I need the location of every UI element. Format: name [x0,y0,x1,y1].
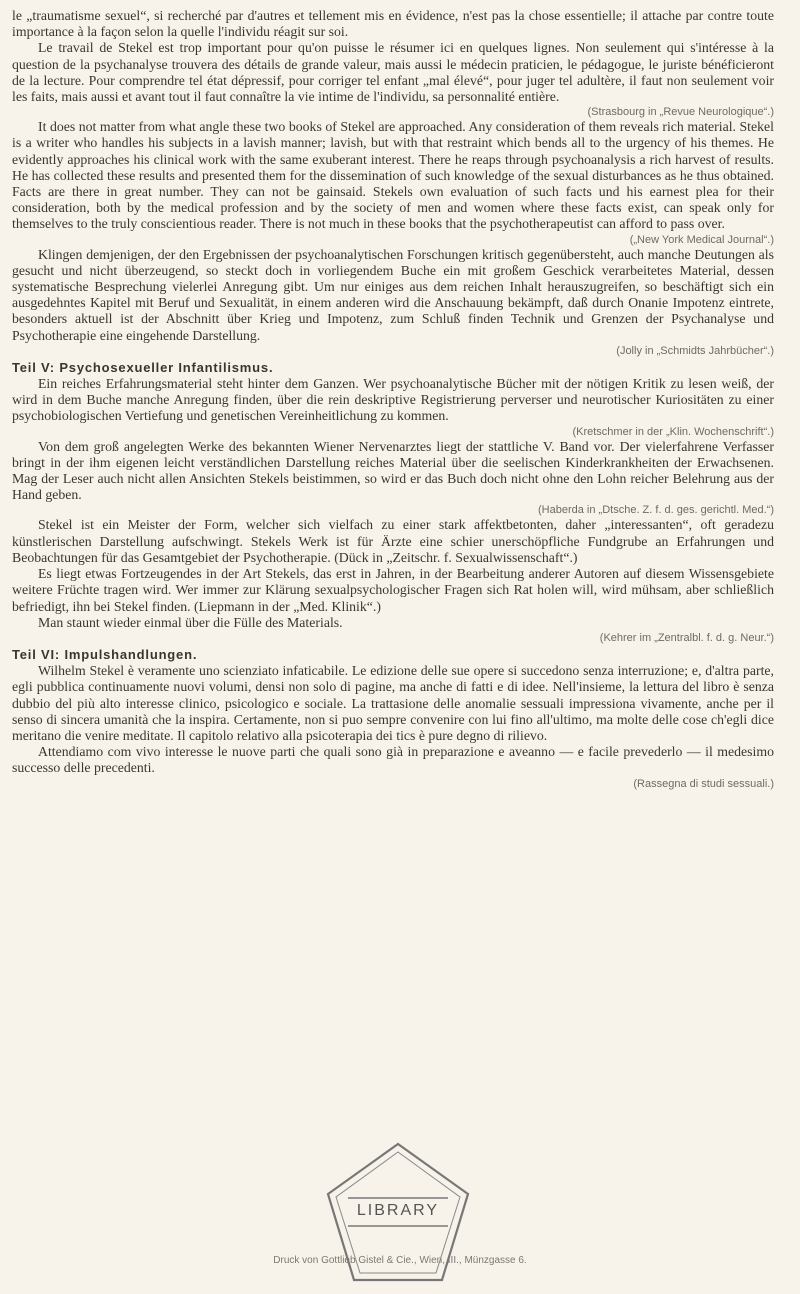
review-source: („New York Medical Journal“.) [629,233,774,246]
review-paragraph: Le travail de Stekel est trop important pour qu'on puisse le résumer ici en quelques lignes. Non seulement qui s'intéresse à la question de la psychanalyse trouvera des détails de grande valeur, mais aussi le médecin praticien, le pédagogue, le juriste bénéficieront de la lecture. Pour comprendre tel état dépressif, pour corriger tel enfant „mal élevé“, pour juger tel adultère, il faut non seulement voir les faits, mais aussi et avant tout il faut connaître la vie intime de l'individu, sa personnalité entière. [12,40,774,105]
review-paragraph: Ein reiches Erfahrungsmaterial steht hinter dem Ganzen. Wer psychoanalytische Bücher mit der nötigen Kritik zu lesen weiß, der wird in dem Buche manche Anregung finden, über die rein deskriptive Registrierung perverser und neurotischer Kuriositäten zu einer psychobiologischen Vertiefung und genetischen Vereinheitlichung zu kommen. [12,376,774,424]
review-paragraph: Man staunt wieder einmal über die Fülle des Materials. [38,614,343,630]
document-body [12,8,774,791]
review-source: (Haberda in „Dtsche. Z. f. d. ges. gerichtl. Med.“) [538,504,774,517]
review-source: (Jolly in „Schmidts Jahrbücher“.) [616,344,774,357]
review-paragraph: Klingen demjenigen, der den Ergebnissen der psychoanalytischen Forschungen kritisch gegenübersteht, auch manche Deutungen als gesucht und nicht überzeugend, so steckt doch in vorliegendem Buche ein mit großem Geschick verarbeitetes Material, dessen systematische Besprechung vielerlei Anregung gibt. Um nur einiges aus dem reichen Inhalt herauszugreifen, so beschäftigt sich ein ausgedehntes Kapitel mit Beruf und Sexualität, in einem anderen wird die Anschauung bekämpft, daß durch Onanie Impotenz eintrete, besonders aktuell ist der Abschnitt über Krieg und Impotenz, zum Schluß finden Technik und Grenzen der Psychanalyse und Psychotherapie eine eingehende Darstellung. [12,246,774,343]
review-source: (Strasbourg in „Revue Neurologique“.) [587,106,774,119]
review-paragraph: Von dem groß angelegten Werke des bekannten Wiener Nervenarztes liegt der stattliche V. Band vor. Der vielerfahrene Verfasser bringt in der ihm eigenen leicht verständlichen Darstellung reiches Material über die seelischen Kinderkrankheiten der Erwachsenen. Mag der Leser auch nicht allen Ansichten Stekels beistimmen, so wird er das Buch doch nicht ohne den Lohn reicher Belehrung aus der Hand geben. [12,438,774,503]
document-page [12,8,774,1288]
review-paragraph: Stekel ist ein Meister der Form, welcher sich vielfach zu einer stark affektbetonten, daher „interessanten“, oft geradezu künstlerischen Darstellung aufschwingt. Stekels Werk ist für Ärzte eine schier unerschöpfliche Fundgrube an Erfahrungen und Beobachtungen für das Gesamtgebiet der Psychotherapie. (Dück in „Zeitschr. f. Sexualwissenschaft“.) [12,517,774,565]
review-paragraph: Wilhelm Stekel è veramente uno scienziato infaticabile. Le edizione delle sue opere si succedono senza interruzione; e, d'altra parte, egli pubblica continuamente nuovi volumi, densi non solo di pagine, ma anche di fatti e di idee. Nell'insieme, la lettura del libro è senza dubbio del più alto interesse clinico, psicologico e sociale. La trattasione delle anomalie sessuali impressiona vivamente, anche per il senso di sincera umanità che la inspira. Certamente, non si puo sempre convenire con lui fino all'ultimo, ma molte delle cose ch'egli dice meritano die venire meditate. Il capitolo relativo alla psicoterapia dei tics è pure degno di rilievo. [12,663,774,743]
library-stamp [318,1140,478,1288]
review-paragraph: le „traumatisme sexuel“, si recherché par d'autres et tellement mis en évidence, n'est pas la chose essentielle; il attache par contre toute importance à la façon selon la quelle l'individu réagit sur soi. [12,8,774,40]
review-source: (Rassegna di studi sessuali.) [633,777,774,790]
review-paragraph: Es liegt etwas Fortzeugendes in der Art Stekels, das erst in Jahren, in der Bearbeitung anderer Autoren auf diesem Wissensgebiete weitere Früchte tragen wird. Wer immer zur Klärung sexualpsychologischer Fragen sich Rat holen will, wird mühsam, aber schließlich befriedigt, ihn bei Stekel finden. (Liepmann in der „Med. Klinik“.) [12,566,774,614]
review-paragraph: Attendiamo com vivo interesse le nuove parti che quali sono già in preparazione e aveanno — e facile prevederlo — il medesimo successo delle precedenti. [12,744,774,776]
review-source: (Kretschmer in der „Klin. Wochenschrift“.) [572,425,774,438]
stamp-label: LIBRARY [356,1202,440,1219]
review-paragraph: It does not matter from what angle these two books of Stekel are approached. Any consideration of them reveals rich material. Stekel is a writer who handles his subjects in a lavish manner; lavish, but with that restraint which bends all to the urgency of his themes. He evidently approaches his clinical work with the same exuberant interest. There he reaps through psychoanalysis a rich harvest of results. He has collected these results and presented them for the dissemination of such knowledge of the sexual disturbances as he thus obtained. Facts are there in great number. They can not be gainsaid. Stekels own evaluation of such facts und his earnest plea for their consideration, both by the medical profession and by the society of men and women where these facts exist, can speak only for themselves to the truly conscientious reader. There is not much in these books that the psychotherapeutist can afford to pass over. [12,119,774,232]
section-heading: Teil VI: Impulshandlungen. [12,646,198,662]
section-heading: Teil V: Psychosexueller Infantilismus. [12,359,274,375]
printer-imprint: Druck von Gottlieb Gistel & Cie., Wien, III., Münzgasse 6. [273,1255,527,1266]
review-source: (Kehrer im „Zentralbl. f. d. g. Neur.“) [599,631,774,644]
